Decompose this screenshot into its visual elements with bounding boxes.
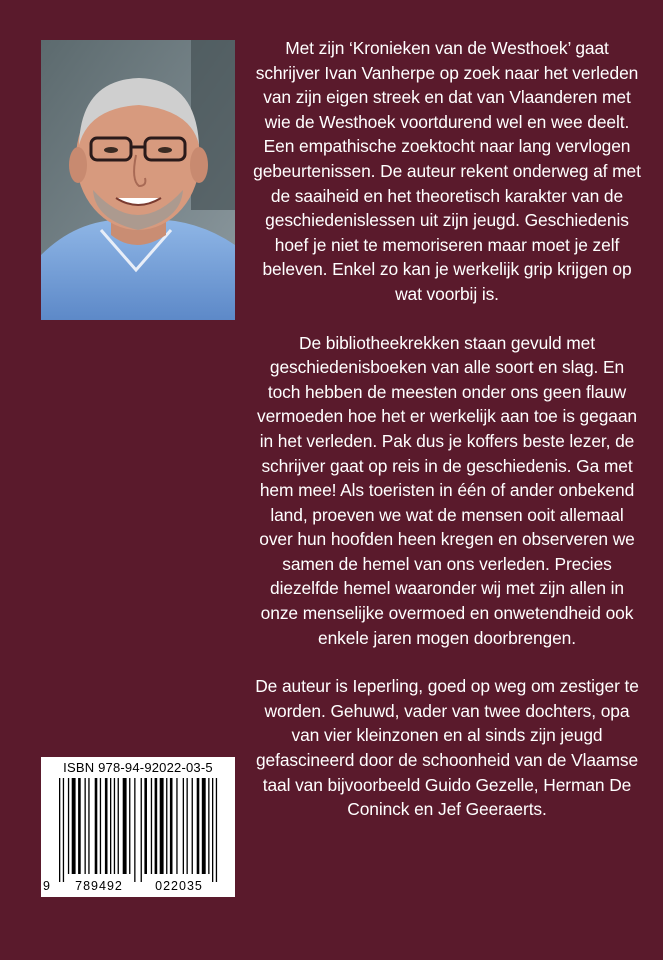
barcode-bar bbox=[176, 778, 177, 874]
barcode-digit-first: 9 bbox=[43, 879, 50, 893]
barcode-bar bbox=[202, 778, 206, 874]
barcode-digits-right: 022035 bbox=[155, 879, 203, 893]
barcode-bar bbox=[59, 778, 60, 882]
barcode-bar bbox=[72, 778, 76, 874]
barcode-bar bbox=[95, 778, 98, 874]
isbn-barcode bbox=[41, 757, 235, 897]
barcode-bar bbox=[212, 778, 213, 882]
barcode-bar bbox=[85, 778, 86, 874]
barcode-bar bbox=[187, 778, 188, 874]
barcode-bar bbox=[166, 778, 167, 874]
barcode-bar bbox=[192, 778, 193, 874]
barcode-bar bbox=[78, 778, 81, 874]
barcode-bar bbox=[114, 778, 115, 874]
barcode-bar bbox=[170, 778, 173, 874]
barcode-bar bbox=[105, 778, 108, 874]
barcode-bar bbox=[216, 778, 217, 882]
barcode-bar bbox=[68, 778, 69, 874]
barcode-bar bbox=[141, 778, 142, 882]
barcode-bar bbox=[144, 778, 147, 874]
barcode-bar bbox=[151, 778, 152, 874]
barcode-bar bbox=[100, 778, 101, 874]
author-portrait-image bbox=[41, 40, 235, 320]
barcode-digits-left: 789492 bbox=[75, 879, 123, 893]
barcode-bar bbox=[110, 778, 111, 874]
barcode-bars bbox=[51, 778, 227, 882]
barcode-bar bbox=[88, 778, 89, 874]
isbn-label: ISBN 978-94-92022-03-5 bbox=[63, 760, 213, 775]
author-photo bbox=[41, 40, 235, 320]
barcode-bar bbox=[123, 778, 127, 874]
barcode-bar bbox=[155, 778, 158, 874]
blurb-paragraph-journey: De bibliotheekrekken staan gevuld met geschiedenisboeken van alle soort en slag. En toch hebben de meesten onder ons geen flauw vermoeden hoe het er werkelijk aan toe is gegaan in het verleden. Pak dus je koffers beste lezer, de schrijver gaat op reis in de geschiedenis. Ga met hem mee! Als toeristen in één of ander onbekend land, proeven we wat de mensen ooit allemaal over hun hoofden heen kregen en observeren we samen de hemel van ons verleden. Precies diezelfde hemel waaronder wij met zijn allen in onze menselijke overmoed en onwetendheid ook enkele jaren mogen doorbrengen. bbox=[257, 332, 637, 648]
blurb-paragraph-intro: Met zijn ‘Kronieken van de Westhoek’ gaat schrijver Ivan Vanherpe op zoek naar het verleden van zijn eigen streek en dat van Vlaanderen met wie de Westhoek voortdurend wel en wee deelt. Een empathische zoektocht naar lang vervlogen gebeurtenissen. De auteur rekent onderweg af met de saaiheid en het theoretisch karakter van de geschiedenislessen uit zijn jeugd. Geschiedenis hoef je niet te memoriseren maar moet je zelf beleven. Enkel zo kan je werkelijk grip krijgen op wat voorbij is. bbox=[253, 38, 641, 304]
barcode-bar bbox=[183, 778, 184, 874]
barcode-bar bbox=[197, 778, 200, 874]
barcode-bar bbox=[63, 778, 64, 882]
barcode-bar bbox=[118, 778, 119, 874]
barcode-bar bbox=[129, 778, 130, 874]
barcode-bar bbox=[160, 778, 164, 874]
barcode-bar bbox=[208, 778, 209, 874]
back-cover-blurb bbox=[252, 36, 642, 846]
blurb-paragraph-author-bio: De auteur is Ieperling, goed op weg om zestiger te worden. Gehuwd, vader van twee dochters, opa van vier kleinzonen en al sinds zijn jeugd gefascineerd door de schoonheid van de Vlaamse taal van bijvoorbeeld Guido Gezelle, Herman De Coninck en Jef Geeraerts. bbox=[255, 676, 639, 820]
barcode-bar bbox=[134, 778, 135, 882]
